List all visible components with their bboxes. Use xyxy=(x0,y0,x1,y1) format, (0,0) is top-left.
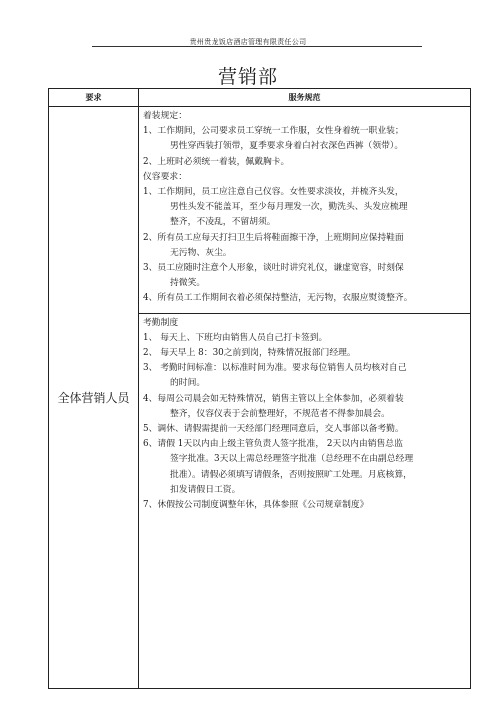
list-item: 1、 每天上、下班均由销售人员自己打卡签到。 xyxy=(143,332,328,343)
list-item: 3、员工应随时注意个人形象，谈吐时讲究礼仪，谦虚宽容，时刻保 xyxy=(143,263,404,274)
list-item: 2、 每天早上 8：30之前到岗，特殊情况报部门经理。 xyxy=(143,348,356,359)
list-item: 1、工作期间，公司要求员工穿统一工作服，女性身着统一职业装； xyxy=(143,126,404,137)
page-title: 营销部 xyxy=(217,66,278,88)
appearance-list xyxy=(143,185,464,307)
dress-heading: 着装规定： xyxy=(143,111,187,121)
standard-column-header: 服务规范 xyxy=(139,89,471,107)
list-item: 6、请假 1天以内由上级主管负责人签字批准， 2天以内由销售总监 xyxy=(143,439,403,450)
list-item: 7、休假按公司制度调整年休，具体参照《公司规章制度》 xyxy=(143,500,369,511)
list-item-continuation: 整齐，不凌乱，不留胡须。 xyxy=(170,217,276,228)
list-item: 4、每周公司晨会如无特殊情况，销售主管以上全体参加，必须着装 xyxy=(143,393,404,404)
service-standards-table xyxy=(48,88,471,689)
list-item-continuation: 持微笑。 xyxy=(170,278,206,289)
list-item: 2、所有员工应每天打扫卫生后将鞋面擦干净，上班期间应保持鞋面 xyxy=(143,232,404,243)
list-item-continuation: 批准）。请假必须填写请假条，否则按照旷工处理。月底核算， xyxy=(170,469,412,480)
list-item-continuation: 整齐，仪容仪表于会前整理好，不规范者不得参加晨会。 xyxy=(170,408,390,419)
list-item: 1、工作期间，员工应注意自己仪容。女性要求淡妆，并梳齐头发， xyxy=(143,187,404,198)
table-header-row xyxy=(49,89,471,107)
appearance-heading: 仪容要求： xyxy=(143,171,187,182)
attendance-heading: 考勤制度 xyxy=(143,317,179,328)
list-item: 3、 考勤时间标准：以标准时间为准。要求每位销售人员均核对自己 xyxy=(143,363,407,374)
list-item-continuation: 无污物、灰尘。 xyxy=(170,247,232,258)
dress-list xyxy=(143,124,464,170)
list-item: 4、所有员工工作期间衣着必须保持整洁，无污物，衣服应熨烫整齐。 xyxy=(143,293,413,304)
header-divider xyxy=(92,46,422,47)
list-item-continuation: 男性头发不能盖耳，至少每月理发一次，勤洗头、头发应梳理 xyxy=(170,202,408,213)
list-item-continuation: 扣发请假日工资。 xyxy=(170,484,241,495)
list-item-continuation: 男性穿西装打领带，夏季要求身着白衬衣深色西裤（领带）。 xyxy=(170,141,404,152)
list-item-continuation: 的时间。 xyxy=(170,378,206,389)
dress-appearance-cell xyxy=(139,107,471,314)
role-cell: 全体营销人员 xyxy=(49,107,139,689)
list-item: 5、调休、请假需提前一天经部门经理同意后，交人事部以备考勤。 xyxy=(143,424,404,435)
company-header: 贵州贵龙饭店酒店管理有限责任公司 xyxy=(189,38,307,46)
requirement-column-header: 要求 xyxy=(49,89,139,107)
list-item: 2、上班时必须统一着装，佩戴胸卡。 xyxy=(143,156,290,167)
attendance-cell xyxy=(139,313,471,688)
list-item-continuation: 签字批准。3天以上需总经理签字批准（总经理不在由副总经理 xyxy=(170,454,414,465)
attendance-list xyxy=(143,331,464,513)
table-row xyxy=(49,107,471,314)
